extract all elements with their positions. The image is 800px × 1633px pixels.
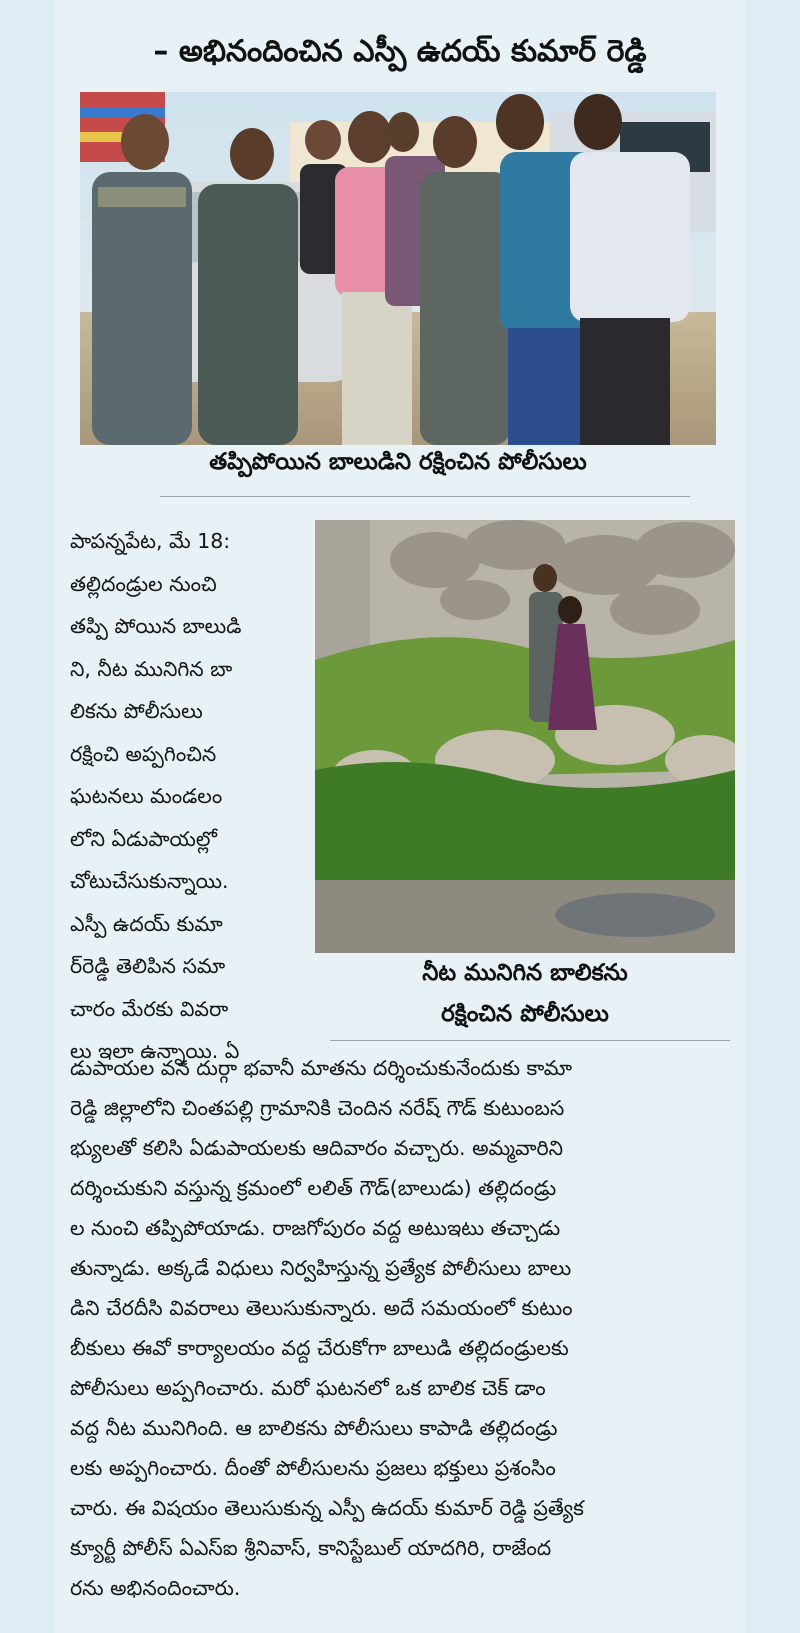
police-with-girl-near-rocks-icon <box>315 520 735 953</box>
column-line: ఎస్పీ ఉదయ్ కుమా <box>70 911 223 936</box>
column-line: చారం మేరకు వివరా <box>70 996 229 1021</box>
body-line: వద్ద నీట మునిగింది. ఆ బాలికను పోలీసులు కాపాడి తల్లిదండ్రు <box>70 1416 558 1440</box>
photo2-caption-line1: నీట మునిగిన బాలికను <box>422 960 628 986</box>
column-line: చోటుచేసుకున్నాయి. <box>70 869 229 893</box>
photo-group <box>80 92 716 445</box>
headline: – అభినందించిన ఎస్పీ ఉదయ్ కుమార్ రెడ్డి <box>153 34 647 69</box>
column-line: లికను పోలీసులు <box>70 699 203 723</box>
column-line: ఘటనలు మండలం <box>70 784 223 808</box>
body-line: చారు. ఈ విషయం తెలుసుకున్న ఎస్పీ ఉదయ్ కుమార్ రెడ్డి ప్రత్యేక <box>70 1496 584 1520</box>
body-line: రెడ్డి జిల్లాలోని చింతపల్లి గ్రామానికి చెందిన నరేష్ గౌడ్ కుటుంబస <box>70 1096 565 1120</box>
column-line: లోని ఏడుపాయల్లో <box>70 826 217 851</box>
body-line: క్యూర్టీ పోలీస్ ఏఎస్ఐ శ్రీనివాస్, కానిస్టేబుల్ యాదగిరి, రాజేంద <box>70 1536 552 1560</box>
body-line: రను అభినందించారు. <box>70 1576 241 1600</box>
body-line: డుపాయల వన దుర్గా భవానీ మాతను దర్శించుకునేందుకు కామా <box>70 1056 572 1080</box>
body-line: తున్నాడు. అక్కడే విధులు నిర్వహిస్తున్న ప్రత్యేక పోలీసులు బాలు <box>70 1256 572 1280</box>
column-line: పాపన్నపేట, మే 18: <box>70 529 231 553</box>
photo2-caption-line2: రక్షించిన పోలీసులు <box>441 1001 609 1027</box>
divider <box>330 1040 730 1041</box>
body-line: భ్యులతో కలిసి ఏడుపాయలకు ఆదివారం వచ్చారు. అమ్మవారిని <box>70 1136 564 1160</box>
headline-cut-fragment <box>55 0 745 18</box>
column-line: తల్లిదండ్రుల నుంచి <box>70 571 217 596</box>
column-line: ర్‌రెడ్డి తెలిపిన సమా <box>70 954 226 978</box>
photo-rescue <box>315 520 735 953</box>
column-line: లు ఇలా ఉన్నాయి. ఏ <box>70 1039 240 1063</box>
group-photo-police-and-boy-icon <box>80 92 716 445</box>
body-line: లకు అప్పగించారు. దీంతో పోలీసులను ప్రజలు భక్తులు ప్రశంసిం <box>70 1456 556 1480</box>
article-body-text <box>70 1048 740 1608</box>
body-line: పోలీసులు అప్పగించారు. మరో ఘటనలో ఒక బాలిక చెక్ డాం <box>70 1376 546 1400</box>
column-line: ని, నీట మునిగిన బా <box>70 656 233 681</box>
column-line: తప్పి పోయిన బాలుడి <box>70 614 242 638</box>
photo1-caption: తప్పిపోయిన బాలుడిని రక్షించిన పోలీసులు <box>209 449 587 475</box>
body-line: డిని చేరదీసి వివరాలు తెలుసుకున్నారు. అదే సమయంలో కుటుం <box>70 1296 573 1320</box>
body-line: బీకులు ఈవో కార్యాలయం వద్ద చేరుకోగా బాలుడి తల్లిదండ్రులకు <box>70 1336 569 1360</box>
body-line: దర్శించుకుని వస్తున్న క్రమంలో లలిత్ గౌడ్(బాలుడు) తల్లిదండ్రు <box>70 1176 557 1200</box>
divider <box>160 496 690 497</box>
article-column-text <box>70 520 300 1073</box>
body-line: ల నుంచి తప్పిపోయాడు. రాజగోపురం వద్ద అటుఇటు తచ్చాడు <box>70 1216 561 1240</box>
column-line: రక్షించి అప్పగించిన <box>70 741 217 766</box>
